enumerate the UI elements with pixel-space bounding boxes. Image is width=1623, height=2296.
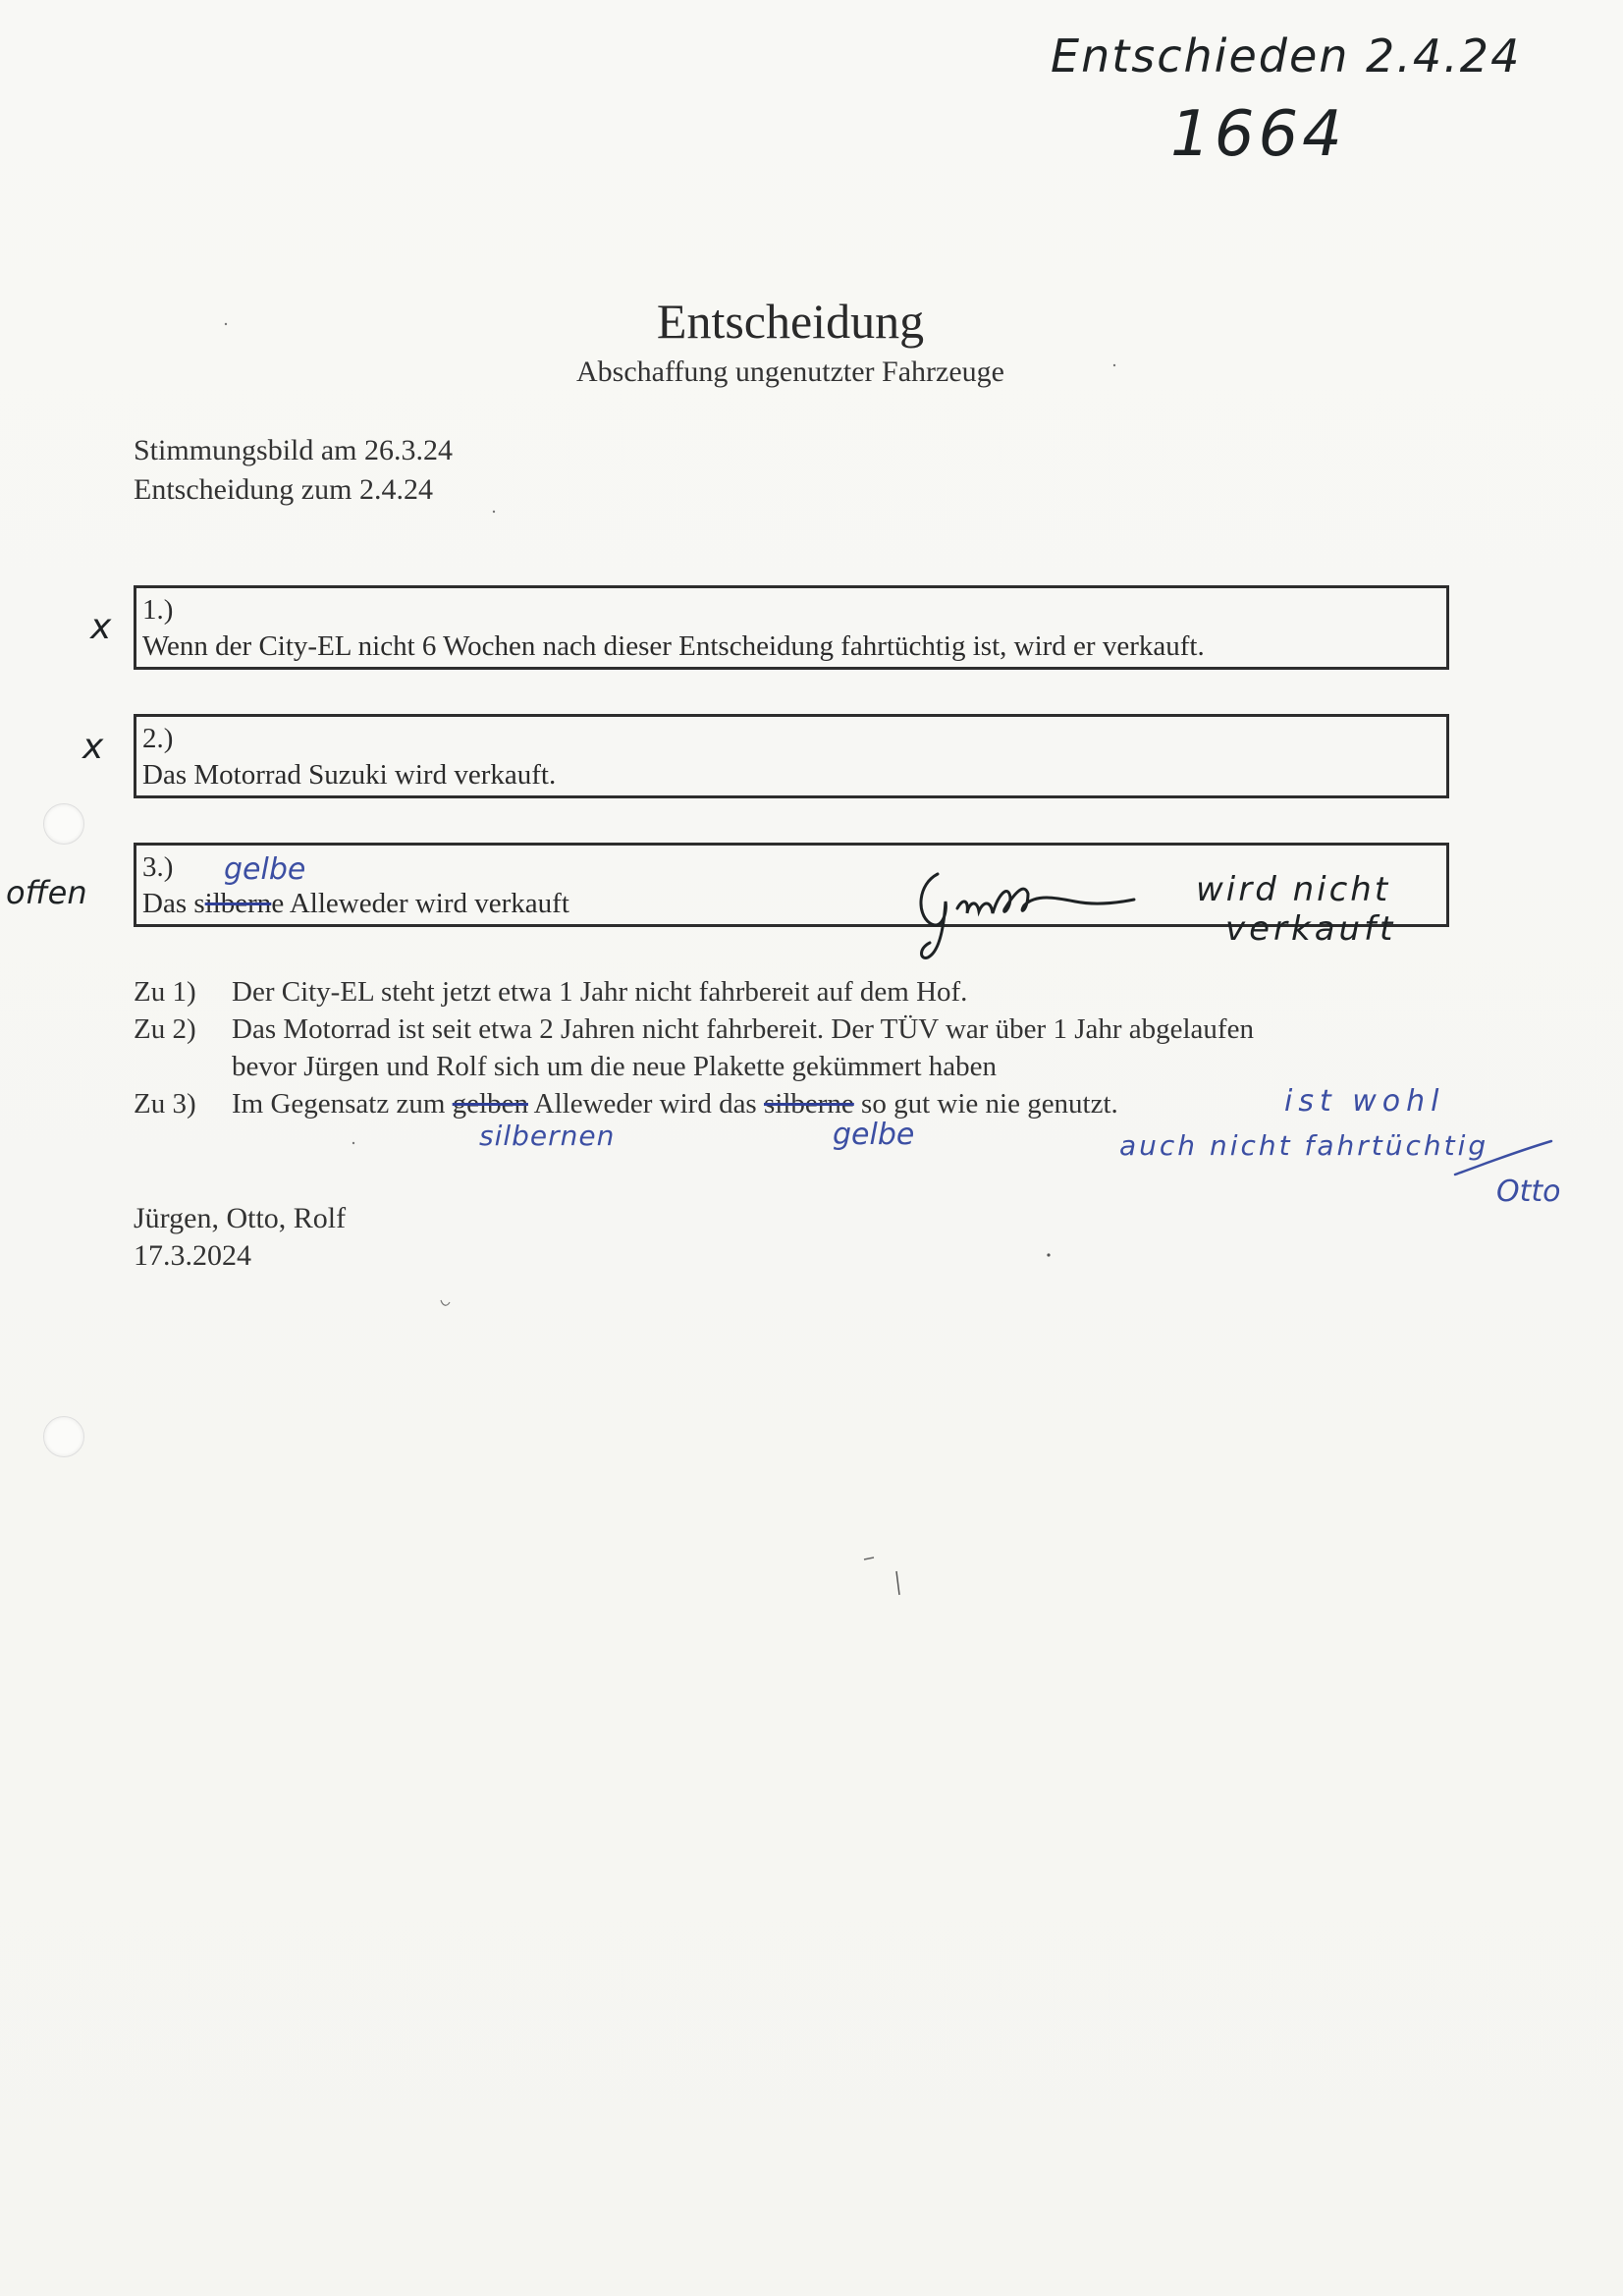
document-date: 17.3.2024 <box>134 1239 251 1272</box>
handwritten-insert-silbernen: silbernen <box>479 1120 616 1152</box>
item-number: 2.) <box>142 723 174 754</box>
handwritten-ist-wohl: ist wohl <box>1284 1084 1445 1119</box>
item-text-letter-s: s <box>193 888 205 919</box>
struck-word-gelben: gelben <box>452 1088 528 1120</box>
item-text-start: Das <box>142 888 194 919</box>
note-text-part: Im Gegensatz zum <box>232 1088 453 1120</box>
item-text: Wenn der City-EL nicht 6 Wochen nach dieser Entscheidung fahrtüchtig ist, wird er verkauft. <box>142 630 1205 662</box>
item-number: 3.) <box>142 851 174 883</box>
handwritten-auch-nicht-fahrtuechtig: auch nicht fahrtüchtig <box>1119 1129 1489 1162</box>
page-title: Entscheidung <box>656 294 925 349</box>
handwritten-insert-gelbe: gelbe <box>224 852 306 887</box>
note-text-part: so gut wie nie genutzt. <box>853 1088 1118 1120</box>
note-label: Zu 3) <box>134 1088 196 1120</box>
meta-decision-date: Entscheidung zum 2.4.24 <box>134 473 433 506</box>
note-text: Der City-EL steht jetzt etwa 1 Jahr nicht fahrbereit auf dem Hof. <box>232 976 968 1008</box>
item-text-end: Alleweder wird verkauft <box>284 888 569 919</box>
signature-otto: Otto <box>1496 1175 1561 1209</box>
item-text-letter-e: e <box>271 888 285 919</box>
margin-mark-1: x <box>90 607 112 647</box>
item-text: Das Motorrad Suzuki wird verkauft. <box>142 759 557 791</box>
note-label: Zu 1) <box>134 976 196 1008</box>
handwritten-number: 1664 <box>1170 98 1346 171</box>
authors: Jürgen, Otto, Rolf <box>134 1202 347 1234</box>
item-number: 1.) <box>142 594 174 626</box>
margin-mark-3: offen <box>6 874 87 911</box>
handwritten-insert-gelbe-note: gelbe <box>833 1118 915 1152</box>
note-label: Zu 2) <box>134 1013 196 1045</box>
page-subtitle: Abschaffung ungenutzter Fahrzeuge <box>576 355 1004 388</box>
struck-word-silberne: silberne <box>763 1088 854 1120</box>
handwritten-decision-date: Entschieden 2.4.24 <box>1051 29 1522 82</box>
note-text-part: Alleweder wird das <box>527 1088 764 1120</box>
meta-poll-date: Stimmungsbild am 26.3.24 <box>134 434 454 466</box>
margin-mark-2: x <box>82 727 104 767</box>
note-text: Das Motorrad ist seit etwa 2 Jahren nicht fahrbereit. Der TÜV war über 1 Jahr abgelaufen <box>232 1013 1254 1045</box>
note-text: bevor Jürgen und Rolf sich um die neue Plakette gekümmert haben <box>232 1051 998 1082</box>
handwritten-verkauft: verkauft <box>1225 909 1397 949</box>
struck-word-silberne: ilbern <box>204 888 272 919</box>
handwritten-wird-nicht: wird nicht <box>1196 870 1391 909</box>
